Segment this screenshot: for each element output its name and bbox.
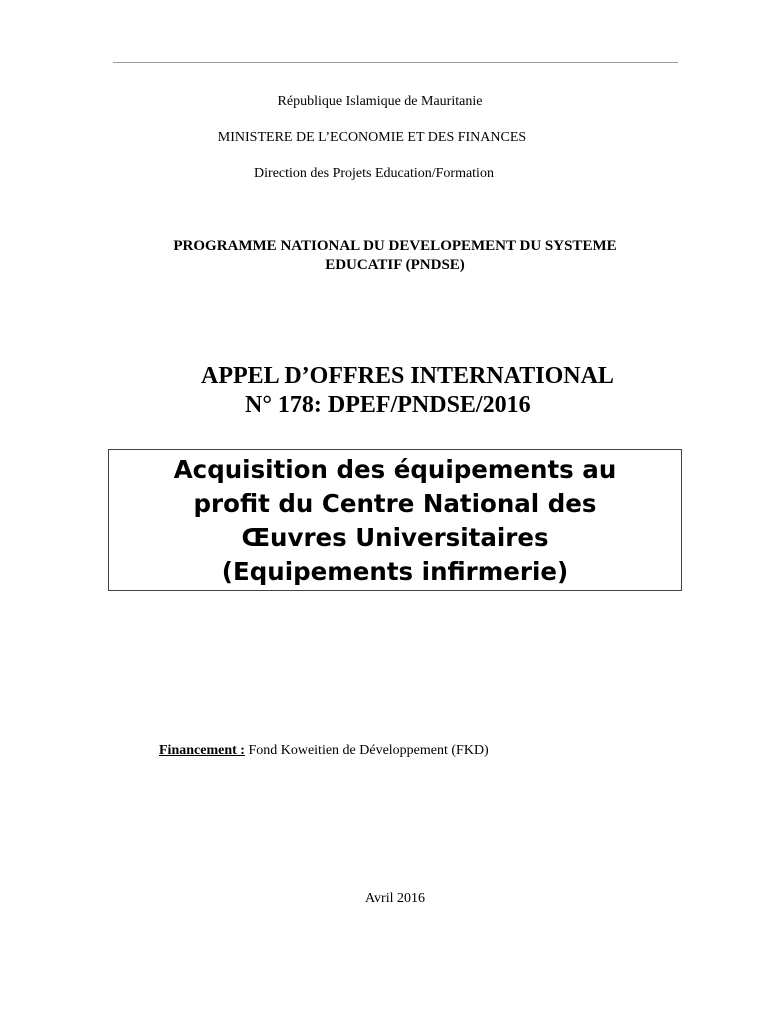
header-ministry: MINISTERE DE L’ECONOMIE ET DES FINANCES bbox=[217, 130, 527, 145]
tender-title: APPEL D’OFFRES INTERNATIONAL bbox=[201, 363, 614, 389]
subject-box bbox=[108, 449, 682, 591]
subject-line3: Œuvres Universitaires bbox=[241, 523, 549, 552]
subject-line2: profit du Centre National des bbox=[193, 489, 597, 518]
program-title-line1: PROGRAMME NATIONAL DU DEVELOPEMENT DU SYSTEME bbox=[173, 238, 617, 254]
subject-line4: (Equipements infirmerie) bbox=[221, 557, 569, 586]
tender-number: N° 178: DPEF/PNDSE/2016 bbox=[245, 392, 531, 418]
program-title-line2: EDUCATIF (PNDSE) bbox=[325, 257, 465, 273]
program-title bbox=[110, 237, 680, 275]
document-date: Avril 2016 bbox=[364, 891, 425, 906]
financing-line bbox=[159, 742, 489, 760]
subject-line1: Acquisition des équipements au bbox=[173, 455, 617, 484]
financing-value: Fond Koweitien de Développement (FKD) bbox=[248, 743, 489, 758]
top-divider bbox=[113, 62, 678, 63]
header-country: République Islamique de Mauritanie bbox=[277, 94, 483, 109]
header-direction: Direction des Projets Education/Formation bbox=[254, 166, 494, 181]
financing-label: Financement : bbox=[159, 743, 245, 758]
